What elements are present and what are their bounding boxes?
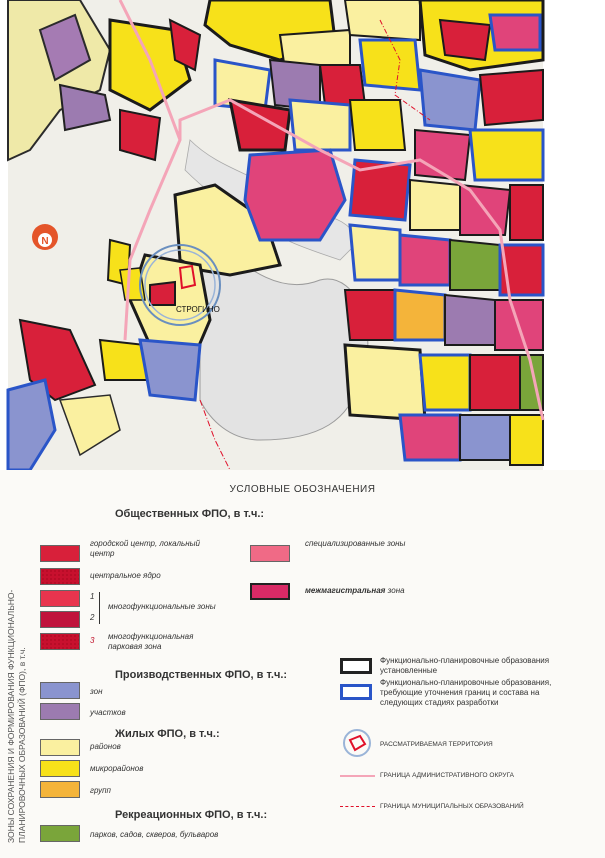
side-caption-line-1: ЗОНЫ СОХРАНЕНИЯ И ФОРМИРОВАНИЯ ФУНКЦИОНАЛЬНО-: [6, 589, 16, 843]
district-label: СТРОГИНО: [176, 305, 220, 314]
swatch-intermain: [250, 583, 290, 600]
swatch-industrial-plots: [40, 703, 80, 720]
swatch-groups: [40, 781, 80, 798]
swatch-city-center: [40, 545, 80, 562]
label-city-center: городской центр, локальный центр: [90, 539, 200, 558]
section-title-recreational: Рекреационных ФПО, в т.ч.:: [115, 809, 268, 821]
swatch-admin-border: [340, 775, 375, 777]
swatch-multifunctional-2: [40, 611, 80, 628]
bracket-line: [99, 592, 100, 624]
label-admin-border: ГРАНИЦА АДМИНИСТРАТИВНОГО ОКРУГА: [380, 772, 514, 779]
label-specialized: специализированные зоны: [305, 539, 406, 548]
label-park-zone: многофункциональная парковая зона: [108, 632, 194, 651]
label-central-core: центральное ядро: [90, 571, 161, 580]
label-groups: групп: [90, 786, 111, 795]
label-established: Функционально-планировочные образования установленные: [380, 656, 550, 675]
swatch-industrial-zones: [40, 682, 80, 699]
svg-text:N: N: [41, 236, 49, 247]
label-industrial-zones: зон: [90, 687, 103, 696]
number-1: 1: [90, 592, 95, 601]
north-arrow-icon: [32, 224, 58, 250]
swatch-established: [340, 658, 372, 674]
label-refine: Функционально-планировочные образования, требующие уточнения границ и состава на следующих стадиях разработки: [380, 678, 552, 707]
legend-title: УСЛОВНЫЕ ОБОЗНАЧЕНИЯ: [229, 484, 376, 495]
territory-icon: [340, 728, 374, 758]
label-municipal-border: ГРАНИЦА МУНИЦИПАЛЬНЫХ ОБРАЗОВАНИЙ: [380, 803, 524, 810]
swatch-central-core: [40, 568, 80, 585]
section-title-residential: Жилых ФПО, в т.ч.:: [115, 728, 220, 740]
section-title-industrial: Производственных ФПО, в т.ч.:: [115, 669, 288, 681]
label-multifunctional: многофункциональные зоны: [108, 602, 216, 611]
swatch-refine: [340, 684, 372, 700]
section-title-public: Общественных ФПО, в т.ч.:: [115, 508, 265, 520]
label-industrial-plots: участков: [90, 708, 126, 717]
label-intermain: межмагистральная зона: [305, 586, 405, 595]
swatch-specialized: [250, 545, 290, 562]
label-microdistricts: микрорайонов: [90, 764, 144, 773]
side-caption-line-2: ПЛАНИРОВОЧНЫХ ОБРАЗОВАНИЙ (ФПО), в т.ч.: [17, 647, 27, 843]
swatch-districts: [40, 739, 80, 756]
number-3: 3: [90, 636, 95, 645]
label-parks: парков, садов, скверов, бульваров: [90, 830, 219, 839]
label-territory: РАССМАТРИВАЕМАЯ ТЕРРИТОРИЯ: [380, 741, 493, 748]
swatch-multifunctional-1: [40, 590, 80, 607]
number-2: 2: [90, 613, 95, 622]
swatch-park-zone: [40, 633, 80, 650]
swatch-municipal-border: [340, 806, 375, 807]
legend-panel: [0, 470, 605, 858]
label-districts: районов: [90, 742, 121, 751]
swatch-parks: [40, 825, 80, 842]
side-caption: [6, 508, 36, 858]
swatch-microdistricts: [40, 760, 80, 777]
